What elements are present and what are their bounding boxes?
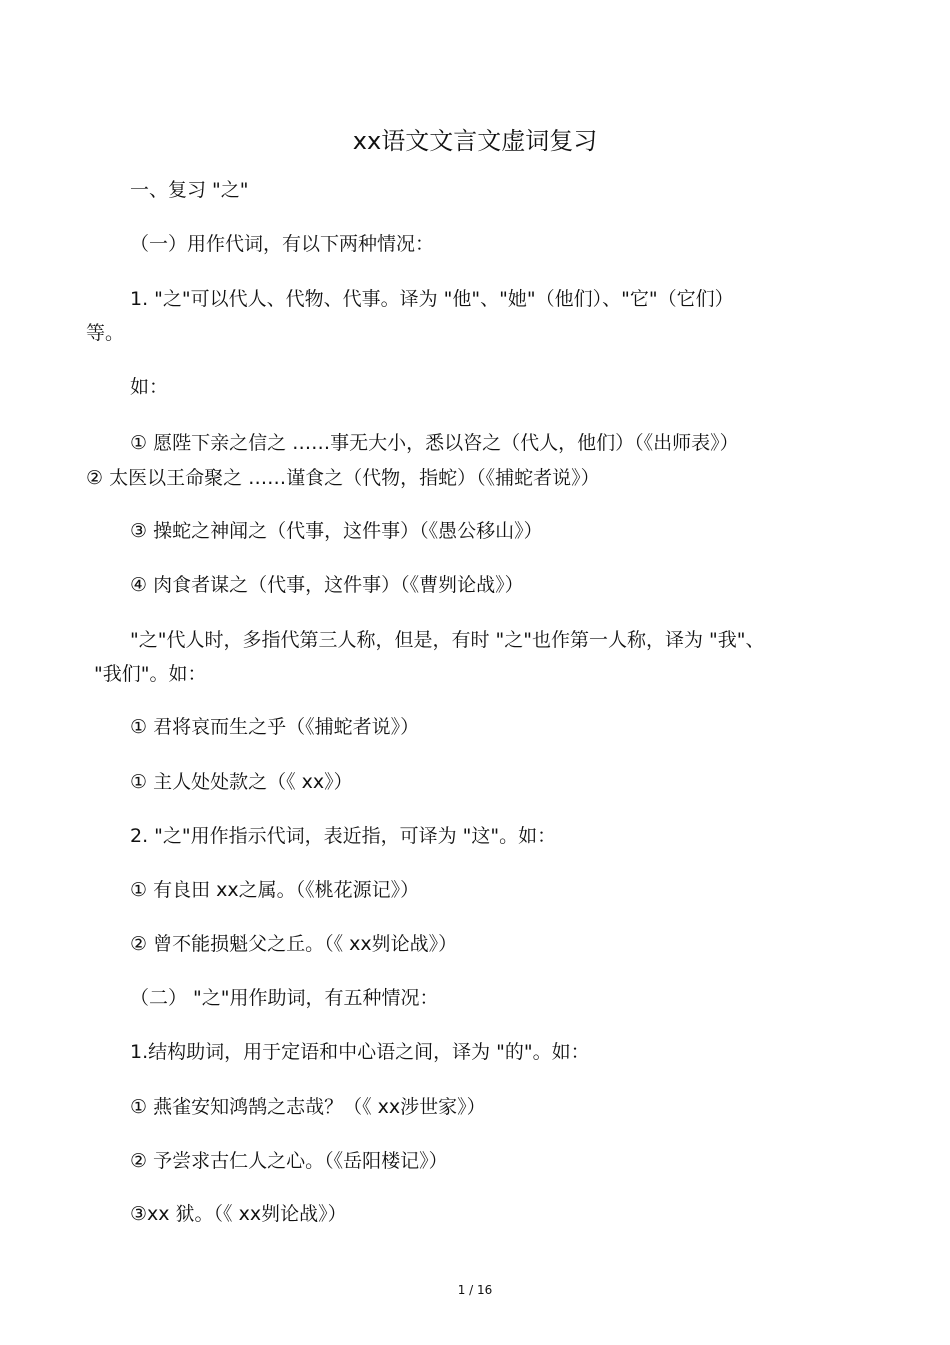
example-line: ① 愿陛下亲之信之 ……事无大小，悉以咨之（代人，他们）（《出师表》） [130, 432, 739, 454]
example-line: ④ 肉食者谋之（代事，这件事）（《曹刿论战》） [130, 574, 524, 596]
example-line: ① 主人处处款之（《 xx》） [130, 771, 353, 793]
example-line: ② 曾不能损魁父之丘。（《 xx刿论战》） [130, 933, 458, 955]
paragraph-line: "之"代人时，多指代第三人称，但是，有时 "之"也作第一人称，译为 "我"、 [130, 629, 765, 651]
paragraph-line: 1. "之"可以代人、代物、代事。译为 "他"、"她"（他们）、"它"（它们） [130, 288, 734, 310]
paragraph-line: 1.结构助词，用于定语和中心语之间，译为 "的"。如： [130, 1041, 590, 1063]
document-title: xx语文文言文虚词复习 [352, 127, 598, 155]
paragraph-line: 如： [130, 376, 169, 398]
example-line: ③ 操蛇之神闻之（代事，这件事）（《愚公移山》） [130, 520, 543, 542]
paragraph-line: 2. "之"用作指示代词，表近指，可译为 "这"。如： [130, 825, 557, 847]
subsection-heading: （二） "之"用作助词，有五种情况： [130, 987, 439, 1009]
paragraph-line: "我们"。如： [94, 663, 207, 685]
section-heading: 一、复习 "之" [130, 179, 249, 201]
example-line: ② 太医以王命聚之 ……谨食之（代物，指蛇）（《捕蛇者说》） [86, 467, 600, 489]
example-line: ② 予尝求古仁人之心。（《岳阳楼记》） [130, 1150, 448, 1172]
example-line: ③xx 狱。（《 xx刿论战》） [130, 1203, 347, 1225]
example-line: ① 有良田 xx之属。（《桃花源记》） [130, 879, 420, 901]
example-line: ① 燕雀安知鸿鹄之志哉？（《 xx涉世家》） [130, 1096, 486, 1118]
paragraph-line: 等。 [86, 322, 125, 344]
subsection-heading: （一）用作代词，有以下两种情况： [130, 233, 435, 255]
example-line: ① 君将哀而生之乎（《捕蛇者说》） [130, 716, 420, 738]
page-number: 1 / 16 [457, 1283, 493, 1297]
